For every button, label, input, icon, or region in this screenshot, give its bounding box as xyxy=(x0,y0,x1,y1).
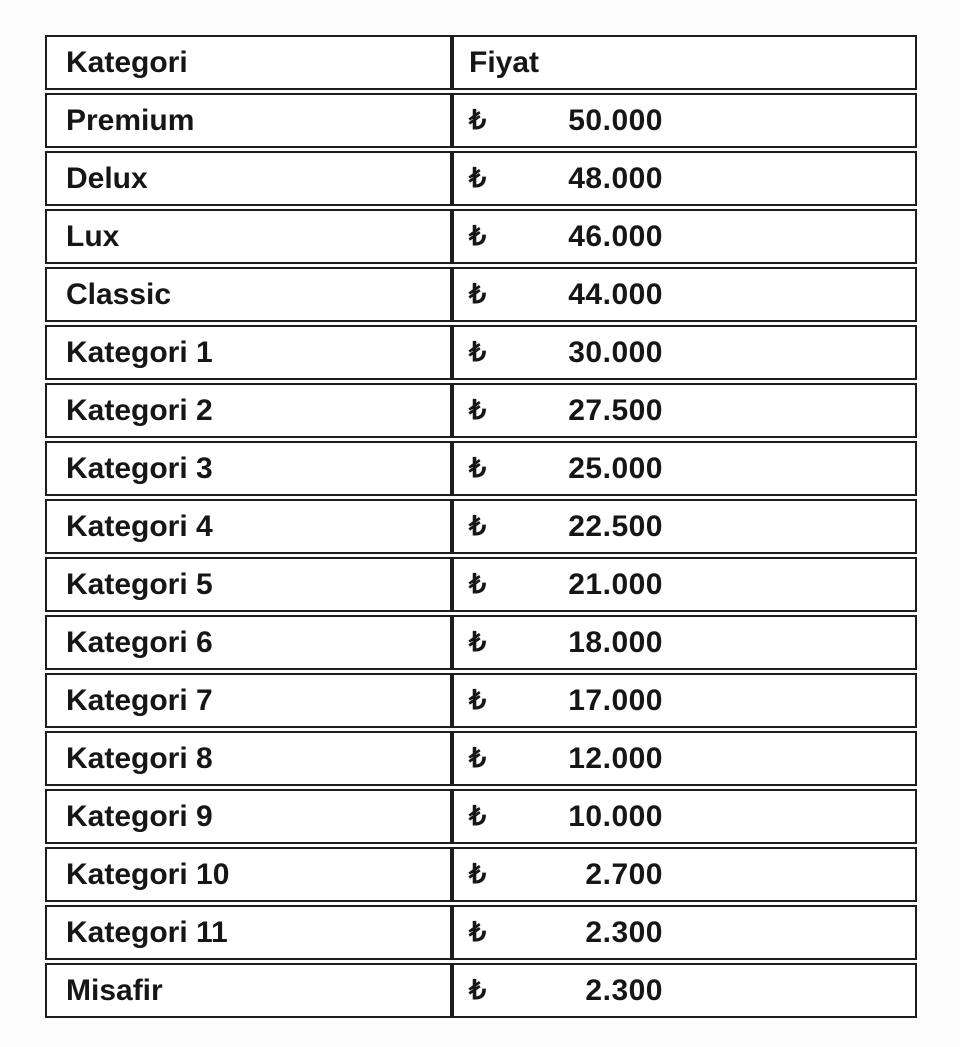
fiyat-inner xyxy=(469,916,915,950)
table-row xyxy=(45,731,917,786)
fiyat-cell xyxy=(452,325,917,380)
kategori-cell xyxy=(45,847,452,902)
column-header-fiyat: Fiyat xyxy=(452,35,917,90)
lira-symbol: ₺ xyxy=(469,511,487,541)
kategori-cell xyxy=(45,557,452,612)
fiyat-inner xyxy=(469,336,915,370)
fiyat-cell xyxy=(452,441,917,496)
kategori-cell xyxy=(45,93,452,148)
kategori-cell xyxy=(45,267,452,322)
fiyat-inner xyxy=(469,684,915,718)
fiyat-value: 12.000 xyxy=(568,741,663,775)
fiyat-cell xyxy=(452,209,917,264)
fiyat-cell xyxy=(452,789,917,844)
fiyat-inner xyxy=(469,974,915,1008)
lira-symbol: ₺ xyxy=(469,337,487,367)
fiyat-inner xyxy=(469,452,915,486)
fiyat-value: 17.000 xyxy=(568,683,663,717)
kategori-cell xyxy=(45,615,452,670)
table-row xyxy=(45,789,917,844)
fiyat-inner xyxy=(469,162,915,196)
fiyat-value: 10.000 xyxy=(568,799,663,833)
kategori-label: Kategori 5 xyxy=(66,567,213,601)
kategori-label: Kategori 2 xyxy=(66,393,213,427)
kategori-cell xyxy=(45,789,452,844)
table-row xyxy=(45,441,917,496)
kategori-cell xyxy=(45,731,452,786)
kategori-label: Kategori 8 xyxy=(66,741,213,775)
column-header-kategori: Kategori xyxy=(45,35,452,90)
fiyat-inner xyxy=(469,626,915,660)
header-row xyxy=(45,35,917,90)
fiyat-cell xyxy=(452,673,917,728)
table-row xyxy=(45,383,917,438)
fiyat-inner xyxy=(469,394,915,428)
lira-symbol: ₺ xyxy=(469,685,487,715)
fiyat-inner xyxy=(469,568,915,602)
fiyat-cell xyxy=(452,151,917,206)
table-row xyxy=(45,93,917,148)
lira-symbol: ₺ xyxy=(469,105,487,135)
lira-symbol: ₺ xyxy=(469,917,487,947)
fiyat-inner xyxy=(469,858,915,892)
table-row xyxy=(45,963,917,1018)
table-row xyxy=(45,499,917,554)
kategori-label: Kategori 4 xyxy=(66,509,213,543)
lira-symbol: ₺ xyxy=(469,453,487,483)
kategori-label: Kategori 11 xyxy=(66,915,228,949)
fiyat-inner xyxy=(469,220,915,254)
fiyat-value: 25.000 xyxy=(568,451,663,485)
fiyat-cell xyxy=(452,615,917,670)
fiyat-cell xyxy=(452,383,917,438)
fiyat-value: 22.500 xyxy=(568,509,663,543)
table-row xyxy=(45,557,917,612)
fiyat-cell xyxy=(452,847,917,902)
kategori-cell xyxy=(45,441,452,496)
fiyat-value: 21.000 xyxy=(568,567,663,601)
kategori-label: Kategori 3 xyxy=(66,451,213,485)
fiyat-value: 44.000 xyxy=(568,277,663,311)
fiyat-value: 46.000 xyxy=(568,219,663,253)
lira-symbol: ₺ xyxy=(469,859,487,889)
lira-symbol: ₺ xyxy=(469,743,487,773)
price-table xyxy=(45,32,917,1021)
kategori-cell xyxy=(45,209,452,264)
kategori-cell xyxy=(45,905,452,960)
fiyat-value: 30.000 xyxy=(568,335,663,369)
fiyat-inner xyxy=(469,510,915,544)
lira-symbol: ₺ xyxy=(469,975,487,1005)
kategori-cell xyxy=(45,325,452,380)
lira-symbol: ₺ xyxy=(469,801,487,831)
lira-symbol: ₺ xyxy=(469,221,487,251)
kategori-cell xyxy=(45,151,452,206)
table-row xyxy=(45,209,917,264)
kategori-cell xyxy=(45,963,452,1018)
fiyat-inner xyxy=(469,742,915,776)
table-row xyxy=(45,615,917,670)
fiyat-inner xyxy=(469,800,915,834)
fiyat-cell xyxy=(452,93,917,148)
kategori-label: Lux xyxy=(66,219,120,253)
lira-symbol: ₺ xyxy=(469,627,487,657)
kategori-cell xyxy=(45,383,452,438)
fiyat-cell xyxy=(452,731,917,786)
kategori-label: Kategori 6 xyxy=(66,625,213,659)
kategori-cell xyxy=(45,673,452,728)
fiyat-cell xyxy=(452,499,917,554)
table-row xyxy=(45,151,917,206)
table-row xyxy=(45,325,917,380)
kategori-label: Kategori 10 xyxy=(66,857,230,891)
lira-symbol: ₺ xyxy=(469,279,487,309)
fiyat-value: 2.300 xyxy=(585,973,663,1007)
lira-symbol: ₺ xyxy=(469,395,487,425)
fiyat-value: 2.700 xyxy=(585,857,663,891)
fiyat-cell xyxy=(452,267,917,322)
fiyat-cell xyxy=(452,905,917,960)
kategori-label: Classic xyxy=(66,277,172,311)
table-row xyxy=(45,267,917,322)
kategori-label: Misafir xyxy=(66,973,163,1007)
lira-symbol: ₺ xyxy=(469,569,487,599)
kategori-label: Premium xyxy=(66,103,195,137)
lira-symbol: ₺ xyxy=(469,163,487,193)
kategori-label: Delux xyxy=(66,161,148,195)
fiyat-value: 2.300 xyxy=(585,915,663,949)
fiyat-value: 48.000 xyxy=(568,161,663,195)
fiyat-inner xyxy=(469,104,915,138)
fiyat-value: 18.000 xyxy=(568,625,663,659)
kategori-label: Kategori 7 xyxy=(66,683,213,717)
table-row xyxy=(45,673,917,728)
fiyat-value: 27.500 xyxy=(568,393,663,427)
table-row xyxy=(45,847,917,902)
fiyat-value: 50.000 xyxy=(568,103,663,137)
kategori-label: Kategori 9 xyxy=(66,799,213,833)
table-row xyxy=(45,905,917,960)
fiyat-cell xyxy=(452,557,917,612)
kategori-cell xyxy=(45,499,452,554)
fiyat-inner xyxy=(469,278,915,312)
kategori-label: Kategori 1 xyxy=(66,335,213,369)
fiyat-cell xyxy=(452,963,917,1018)
